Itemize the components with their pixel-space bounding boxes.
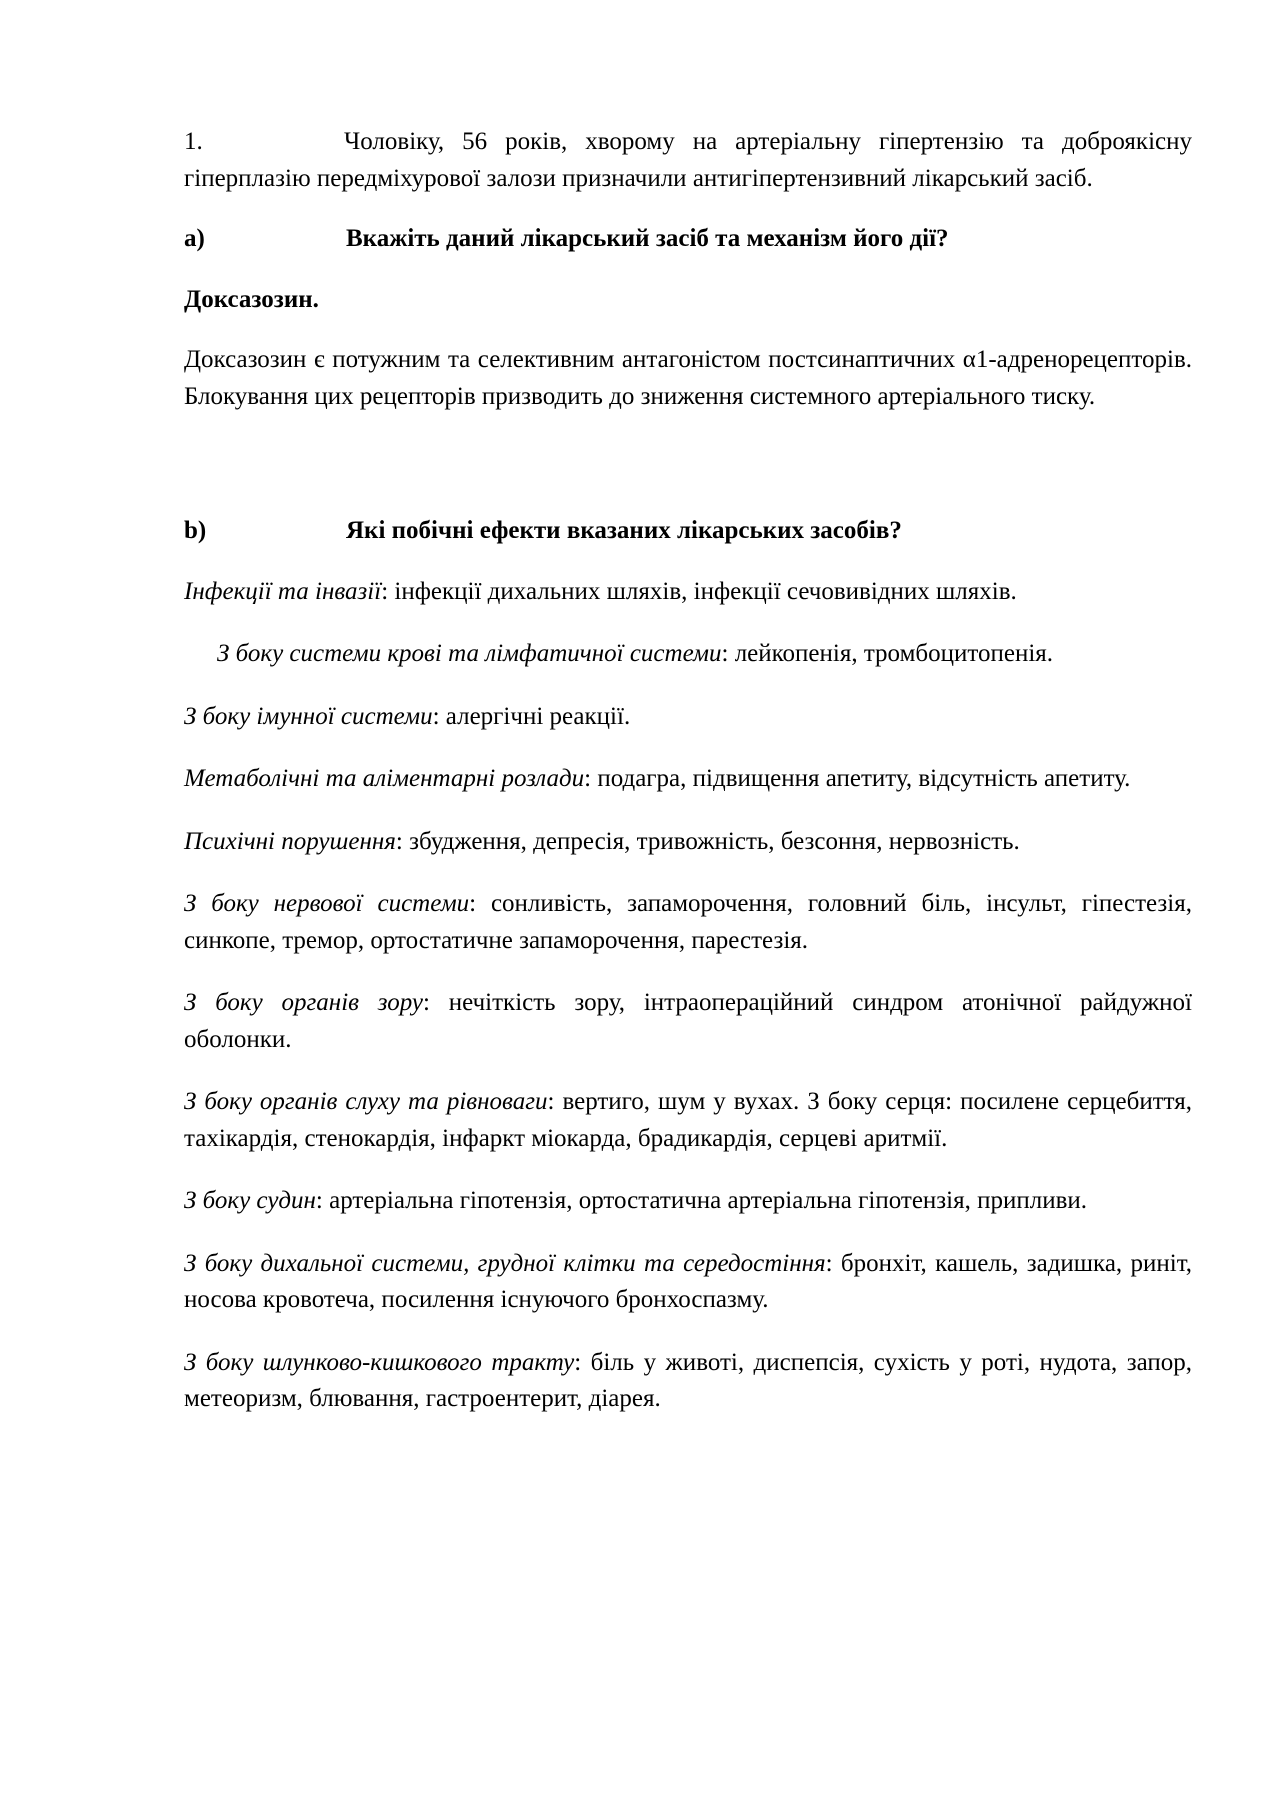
effect-category: З боку шлунково-кишкового тракту	[184, 1348, 575, 1376]
effect-category: З боку нервової системи	[184, 890, 470, 917]
effect-category: З боку дихальної системи, грудної клітки та середостіння	[184, 1249, 826, 1277]
question-paragraph	[184, 124, 1192, 197]
effect-text: : біль у животі, диспепсія, сухість у роті, нудота, запор, метеоризм, блювання, гастроентерит, діарея.	[184, 1348, 1192, 1412]
part-a-question: Вкажіть даний лікарський засіб та механізм його дії?	[346, 225, 949, 252]
effect-paragraph	[184, 1183, 1192, 1220]
effect-text: : нечіткість зору, інтраопераційний синдром атонічної райдужної оболонки.	[184, 989, 1192, 1053]
effect-text: : збудження, депресія, тривожність, безсоння, нервозність.	[395, 827, 1020, 855]
effect-category: Психічні порушення	[184, 827, 396, 855]
question-number: 1.	[184, 128, 203, 155]
effect-text: : подагра, підвищення апетиту, відсутність апетиту.	[584, 765, 1131, 792]
part-b-question: Які побічні ефекти вказаних лікарських засобів?	[346, 517, 902, 544]
effect-paragraph	[184, 824, 1192, 861]
effect-category: Інфекції та інвазії	[184, 577, 382, 605]
effect-paragraph	[184, 985, 1192, 1058]
part-a-heading	[184, 221, 1192, 258]
effect-text: : інфекції дихальних шляхів, інфекції сечовивідних шляхів.	[381, 577, 1017, 605]
effect-paragraph	[184, 1345, 1192, 1418]
part-b-heading	[184, 513, 1192, 550]
part-a-label: a)	[184, 225, 205, 252]
effect-category: З боку імунної системи	[184, 702, 433, 730]
effect-paragraph	[184, 636, 1192, 673]
effect-category: Метаболічні та аліментарні розлади	[184, 765, 585, 792]
effect-category: З боку судин	[184, 1187, 316, 1214]
part-b-label: b)	[184, 517, 207, 544]
effect-text: : сонливість, запаморочення, головний біль, інсульт, гіпестезія, синкопе, тремор, ортостатичне запаморочення, парестезія.	[184, 890, 1192, 954]
answer-title: Доксазозин.	[184, 285, 319, 313]
effect-text: : вертиго, шум у вухах. З боку серця: посилене серцебиття, тахікардія, стенокардія, інфаркт міокарда, брадикардія, серцеві аритмії.	[184, 1088, 1192, 1152]
answer-text: Доксазозин є потужним та селективним антагоністом постсинаптичних α1-адренорецепторів. Блокування цих рецепторів призводить до зниження системного артеріального тиску.	[184, 346, 1192, 410]
effect-text: : артеріальна гіпотензія, ортостатична артеріальна гіпотензія, припливи.	[315, 1187, 1088, 1214]
effect-text: : лейкопенія, тромбоцитопенія.	[721, 640, 1054, 667]
effect-category: З боку органів слуху та рівноваги	[184, 1088, 548, 1115]
effect-text: : бронхіт, кашель, задишка, риніт, носова кровотеча, посилення існуючого бронхоспазму.	[184, 1249, 1192, 1313]
document-page	[184, 124, 1192, 1418]
effect-paragraph	[184, 1246, 1192, 1319]
effect-paragraph	[184, 886, 1192, 959]
effect-text: : алергічні реакції.	[432, 702, 631, 730]
effect-category: З боку системи крові та лімфатичної системи	[217, 640, 722, 667]
question-text: Чоловіку, 56 років, хворому на артеріальну гіпертензію та доброякісну гіперплазію передміхурової залози призначили антигіпертензивний лікарський засіб.	[184, 128, 1192, 192]
effect-category: З боку органів зору	[184, 989, 423, 1016]
effect-paragraph	[184, 574, 1192, 611]
effect-paragraph	[184, 761, 1192, 798]
effect-paragraph	[184, 1084, 1192, 1157]
effect-paragraph	[184, 699, 1192, 736]
